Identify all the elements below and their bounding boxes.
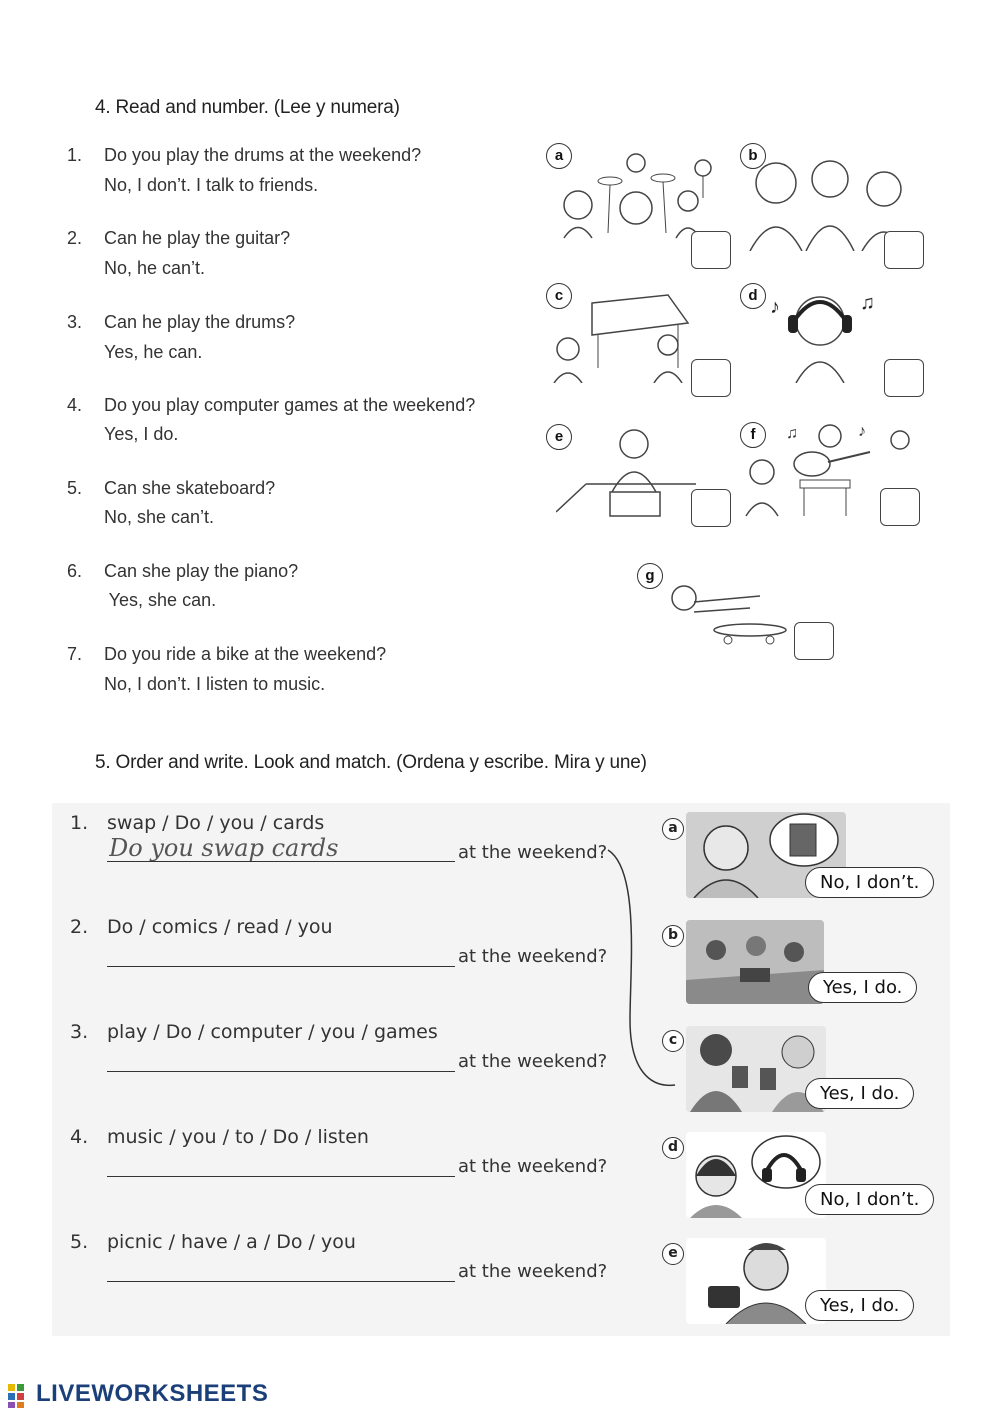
item-number: 2. xyxy=(70,916,89,938)
picture-label-g: g xyxy=(637,563,663,589)
exercise4-heading: 4. Read and number. (Lee y numera) xyxy=(95,97,400,118)
question-number: 5. xyxy=(67,478,83,498)
answer-box-g[interactable] xyxy=(794,622,834,660)
scrambled-words: picnic / have / a / Do / you xyxy=(107,1231,356,1253)
reply-bubble: Yes, I do. xyxy=(805,1290,914,1321)
footer-logo-text[interactable]: LIVEWORKSHEETS xyxy=(36,1380,269,1407)
question-number: 4. xyxy=(67,395,83,415)
suffix-text: at the weekend? xyxy=(458,946,608,967)
answer-box-f[interactable] xyxy=(880,488,920,526)
picnic-icon xyxy=(686,920,824,1004)
answer-box-a[interactable] xyxy=(691,231,731,269)
picture-label-a: a xyxy=(546,143,572,169)
reply-bubble: Yes, I do. xyxy=(805,1078,914,1109)
svg-text:♫: ♫ xyxy=(786,425,798,442)
computer-game-icon xyxy=(556,422,696,518)
exercise5-heading: 5. Order and write. Look and match. (Ordena y escribe. Mira y une) xyxy=(95,752,647,773)
scrambled-words: swap / Do / you / cards xyxy=(107,812,325,834)
picture-label-a: a xyxy=(662,818,684,840)
picture-label-e: e xyxy=(662,1243,684,1265)
question-text: Do you play computer games at the weekend? xyxy=(104,395,476,415)
answer-input-4[interactable] xyxy=(107,1150,455,1177)
answer-input-2[interactable] xyxy=(107,940,455,967)
item-number: 3. xyxy=(70,1021,89,1043)
suffix-text: at the weekend? xyxy=(458,1156,608,1177)
answer-box-e[interactable] xyxy=(691,489,731,527)
picture-label-b: b xyxy=(740,143,766,169)
match-line xyxy=(600,840,680,1100)
question-text: Can she skateboard? xyxy=(104,478,276,498)
item-number: 1. xyxy=(70,812,89,834)
question-number: 3. xyxy=(67,312,83,332)
drums-band-icon xyxy=(548,143,718,243)
swap-cards-icon xyxy=(686,1026,826,1112)
suffix-text: at the weekend? xyxy=(458,1051,608,1072)
picture-label-c: c xyxy=(546,283,572,309)
suffix-text: at the weekend? xyxy=(458,1261,608,1282)
svg-text:♪: ♪ xyxy=(770,296,780,318)
game-console-icon xyxy=(686,1238,826,1324)
question-text: Can he play the guitar? xyxy=(104,228,291,248)
question-number: 6. xyxy=(67,561,83,581)
liveworksheets-logo-icon xyxy=(8,1384,34,1413)
reply-bubble: Yes, I do. xyxy=(808,972,917,1003)
item-number: 4. xyxy=(70,1126,89,1148)
picture-label-f: f xyxy=(740,422,766,448)
thought-bubble-headphones-icon xyxy=(686,1132,826,1218)
picture-label-e: e xyxy=(546,424,572,450)
answer-text: No, I don’t. I talk to friends. xyxy=(104,175,319,195)
picture-label-d: d xyxy=(662,1137,684,1159)
question-text: Do you ride a bike at the weekend? xyxy=(104,644,387,664)
item-number: 5. xyxy=(70,1231,89,1253)
reply-bubble: No, I don’t. xyxy=(805,867,934,898)
answer-box-c[interactable] xyxy=(691,359,731,397)
answer-text: No, I don’t. I listen to music. xyxy=(104,674,326,694)
reply-bubble: No, I don’t. xyxy=(805,1184,934,1215)
answer-text: Yes, I do. xyxy=(104,424,179,444)
picture-label-b: b xyxy=(662,925,684,947)
question-text: Can she play the piano? xyxy=(104,561,299,581)
scrambled-words: Do / comics / read / you xyxy=(107,916,333,938)
scrambled-words: music / you / to / Do / listen xyxy=(107,1126,369,1148)
answer-input-5[interactable] xyxy=(107,1255,455,1282)
answer-input-3[interactable] xyxy=(107,1045,455,1072)
question-number: 1. xyxy=(67,145,83,165)
scrambled-words: play / Do / computer / you / games xyxy=(107,1021,438,1043)
answer-text: No, she can’t. xyxy=(104,507,215,527)
skateboard-icon xyxy=(650,572,790,652)
suffix-text: at the weekend? xyxy=(458,842,608,863)
svg-text:♪: ♪ xyxy=(858,423,866,440)
picture-label-c: c xyxy=(662,1030,684,1052)
answer-box-d[interactable] xyxy=(884,359,924,397)
question-text: Can he play the drums? xyxy=(104,312,296,332)
answer-input-1[interactable] xyxy=(107,835,455,862)
answer-box-b[interactable] xyxy=(884,231,924,269)
question-number: 7. xyxy=(67,644,83,664)
question-text: Do you play the drums at the weekend? xyxy=(104,145,422,165)
question-number: 2. xyxy=(67,228,83,248)
picture-label-d: d xyxy=(740,283,766,309)
answer-text: Yes, he can. xyxy=(104,342,203,362)
answer-text: Yes, she can. xyxy=(104,590,217,610)
svg-text:♫: ♫ xyxy=(860,292,875,314)
answer-text: No, he can’t. xyxy=(104,258,206,278)
